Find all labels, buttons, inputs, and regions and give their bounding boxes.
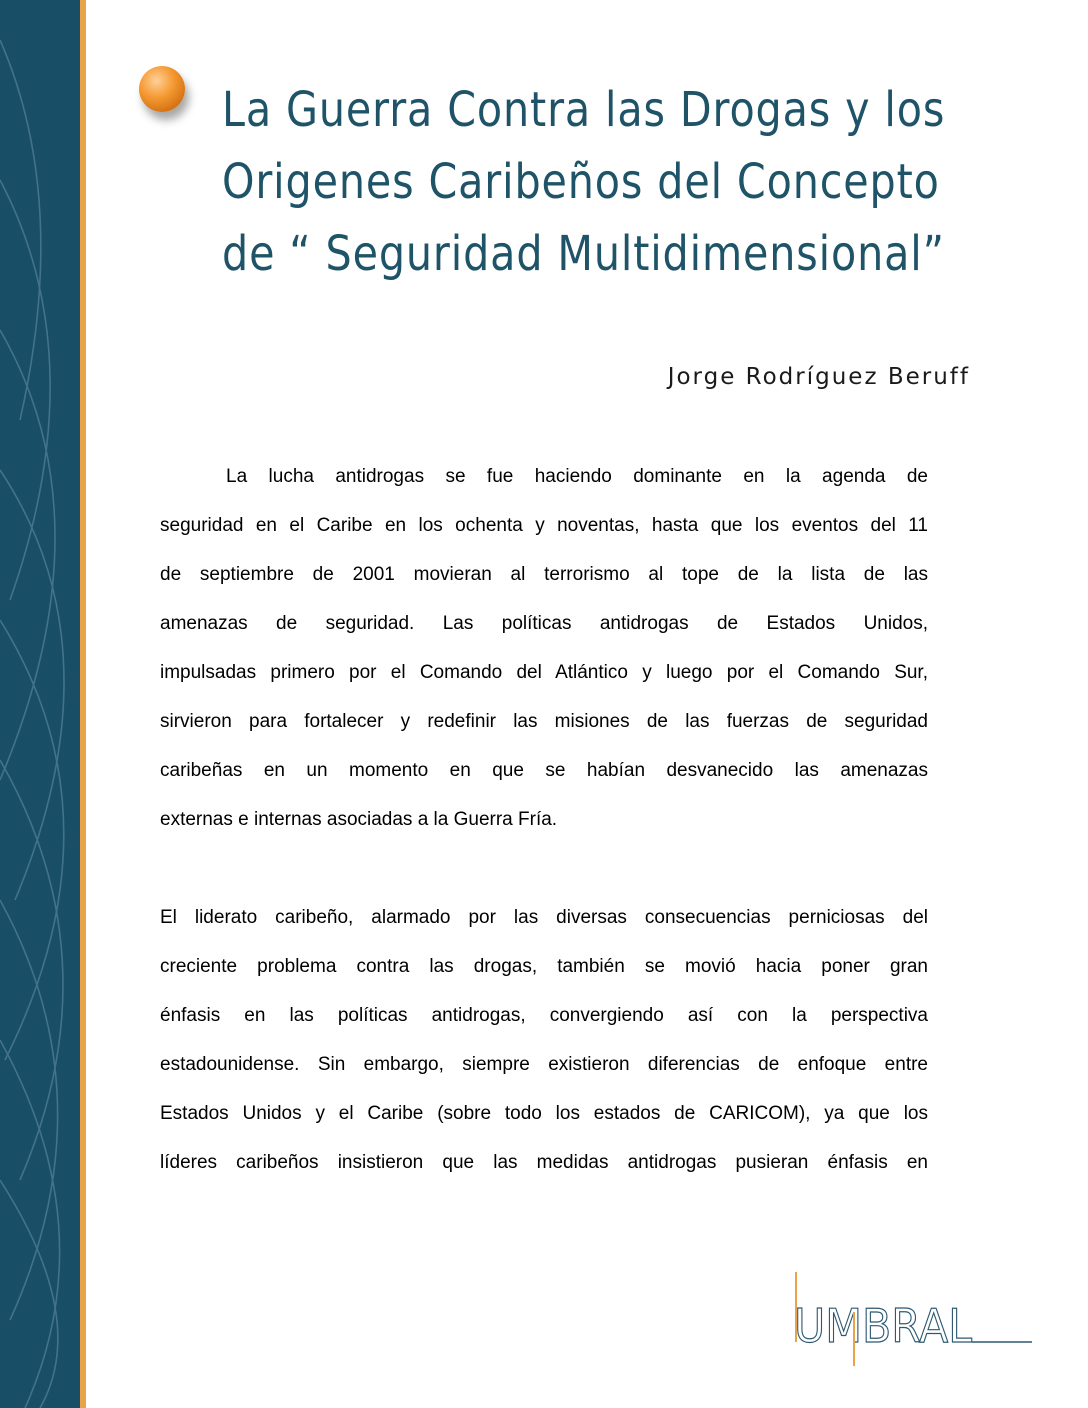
paragraph-line: seguridad en el Caribe en los ochenta y noventas, hasta que los eventos del 11 (160, 515, 928, 536)
paragraph-line: externas e internas asociadas a la Guerra Fría. (160, 809, 558, 830)
umbral-logo (790, 1258, 1040, 1368)
paragraph-line: estadounidense. Sin embargo, siempre existieron diferencias de enfoque entre (160, 1054, 928, 1075)
paragraph-line: El liderato caribeño, alarmado por las diversas consecuencias perniciosas del (160, 907, 928, 928)
paragraph-line: La lucha antidrogas se fue haciendo dominante en la agenda de (226, 466, 928, 487)
paragraph-line: amenazas de seguridad. Las políticas antidrogas de Estados Unidos, (160, 613, 928, 634)
title-line: de “ Seguridad Multidimensional” (222, 226, 945, 282)
title-line: La Guerra Contra las Drogas y los (222, 82, 946, 138)
document-title (222, 74, 946, 290)
paragraph-line: sirvieron para fortalecer y redefinir las misiones de las fuerzas de seguridad (160, 711, 928, 732)
paragraph-1 (160, 452, 928, 844)
decorative-sidebar (0, 0, 80, 1408)
title-line: Origenes Caribeños del Concepto (222, 154, 940, 210)
sidebar-arcs (0, 0, 80, 1408)
paragraph-line: Estados Unidos y el Caribe (sobre todo los estados de CARICOM), ya que los (160, 1103, 928, 1124)
orange-bullet-icon (139, 66, 185, 112)
paragraph-line: impulsadas primero por el Comando del Atlántico y luego por el Comando Sur, (160, 662, 928, 683)
paragraph-line: énfasis en las políticas antidrogas, convergiendo así con la perspectiva (160, 1005, 928, 1026)
paragraph-line: creciente problema contra las drogas, también se movió hacia poner gran (160, 956, 928, 977)
logo-wordmark: UMBRAL (794, 1299, 973, 1353)
paragraph-line: de septiembre de 2001 movieran al terrorismo al tope de la lista de las (160, 564, 928, 585)
paragraph-line: líderes caribeños insistieron que las medidas antidrogas pusieran énfasis en (160, 1152, 928, 1173)
author-name: Jorge Rodríguez Beruff (667, 364, 970, 390)
paragraph-line: caribeñas en un momento en que se habían desvanecido las amenazas (160, 760, 928, 781)
sidebar-accent-rule (80, 0, 86, 1408)
paragraph-2 (160, 893, 928, 1187)
